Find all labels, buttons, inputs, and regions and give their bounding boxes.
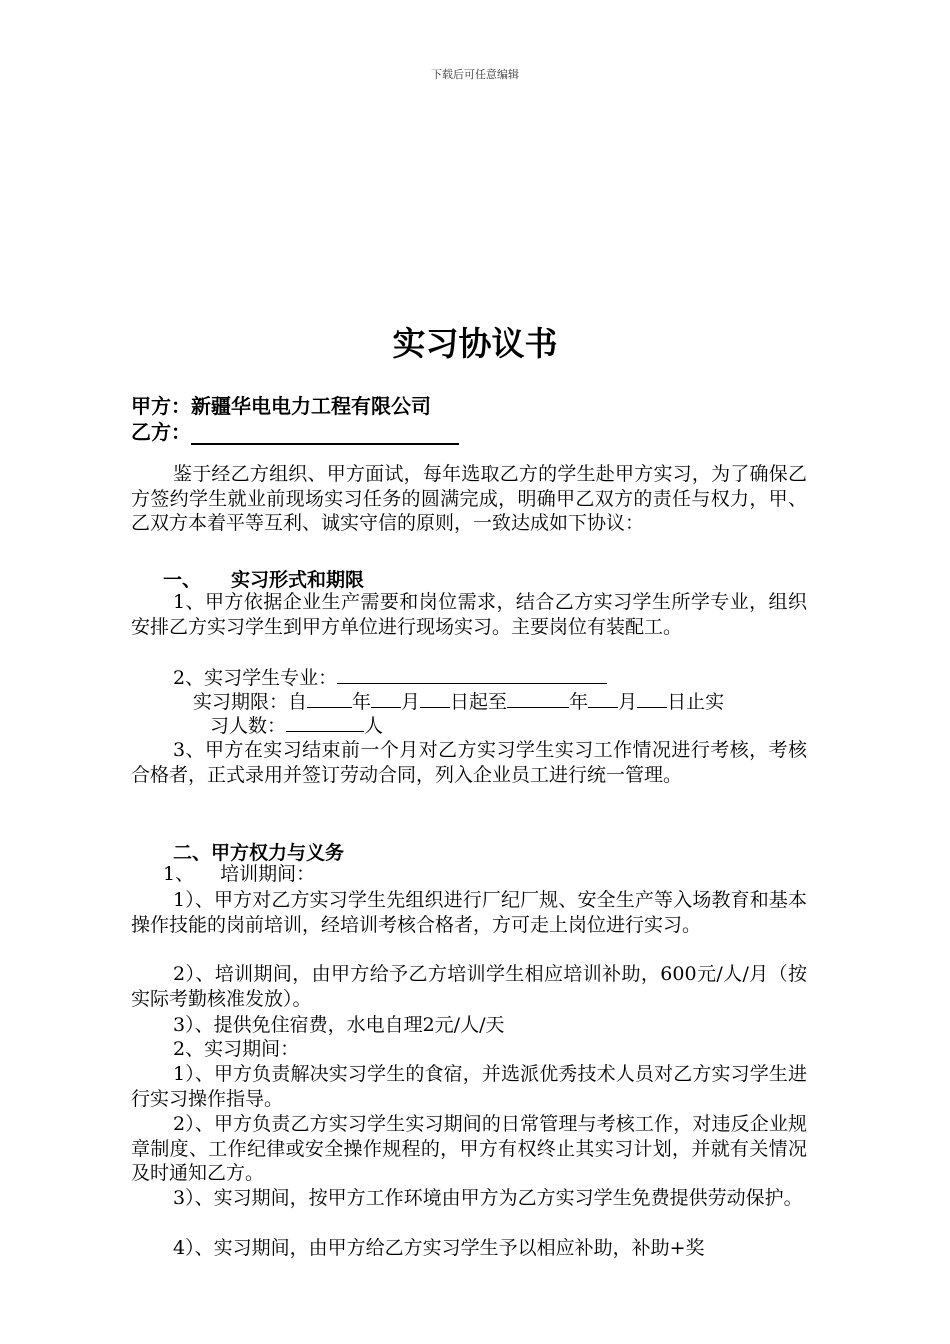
period-label: 实习期限：自 [193, 691, 308, 713]
party-b-blank [191, 423, 459, 445]
blank [637, 689, 667, 708]
section2-heading: 二、甲方权力与义务 [173, 842, 345, 864]
training-item-3: 3）、提供免住宿费，水电自理2元/人/天 [173, 1014, 505, 1036]
section1-heading [163, 565, 364, 592]
intern-item-3: 3）、实习期间，按甲方工作环境由甲方为乙方实习学生免费提供劳动保护。 [173, 1187, 803, 1209]
count-line [210, 713, 383, 739]
year-label: 年 [569, 691, 589, 713]
month-label: 月 [618, 691, 638, 713]
blank [307, 689, 352, 708]
blank [371, 689, 401, 708]
blank [420, 689, 450, 708]
section1-title: 实习形式和期限 [231, 569, 365, 591]
section1-item1: 1、甲方依据企业生产需要和岗位需求，结合乙方实习学生所学专业，组织安排乙方实习学生到甲方单位进行现场实习。主要岗位有装配工。 [131, 591, 807, 638]
section1-item2 [173, 665, 607, 691]
header-note: 下载后可任意编辑 [431, 68, 519, 81]
intern-heading: 2、实习期间： [173, 1038, 300, 1060]
section1-item3: 3、甲方在实习结束前一个月对乙方实习学生实习工作情况进行考核，考核合格者，正式录用并签订劳动合同，列入企业员工进行统一管理。 [131, 739, 807, 786]
count-label: 习人数： [210, 715, 287, 737]
day-from-label: 日起至 [450, 691, 508, 713]
party-b [131, 416, 459, 445]
training-item-2: 2）、培训期间，由甲方给予乙方培训学生相应培训补助，600元/人/月（按实际考勤核准发放）。 [131, 963, 807, 1010]
section1-num: 一、 [163, 569, 202, 591]
year-label: 年 [352, 691, 372, 713]
day-to-label: 日止实 [667, 691, 725, 713]
major-blank [337, 665, 607, 684]
blank [588, 689, 618, 708]
party-b-label: 乙方： [131, 420, 191, 444]
person-label: 人 [364, 715, 384, 737]
intern-item-1: 1）、甲方负责解决实习学生的食宿，并选派优秀技术人员对乙方实习学生进行实习操作指导。 [131, 1063, 807, 1110]
training-label: 培训期间： [220, 863, 316, 885]
training-num: 1、 [163, 863, 195, 885]
count-blank [286, 713, 364, 732]
intern-item-4: 4）、实习期间，由甲方给乙方实习学生予以相应补助，补助+奖 [173, 1237, 705, 1259]
blank [507, 689, 569, 708]
month-label: 月 [401, 691, 421, 713]
training-heading [163, 862, 315, 887]
training-item-1: 1）、甲方对乙方实习学生先组织进行厂纪厂规、安全生产等入场教育和基本操作技能的岗前培训，经培训考核合格者，方可走上岗位进行实习。 [131, 889, 807, 936]
intro-paragraph: 鉴于经乙方组织、甲方面试，每年选取乙方的学生赴甲方实习，为了确保乙方签约学生就业前现场实习任务的圆满完成，明确甲乙双方的责任与权力，甲、乙双方本着平等互利、诚实守信的原则，一致达成如下协议： [131, 463, 807, 534]
intern-item-2: 2）、甲方负责乙方实习学生实习期间的日常管理与考核工作，对违反企业规章制度、工作纪律或安全操作规程的，甲方有权终止其实习计划，并就有关情况及时通知乙方。 [131, 1113, 807, 1184]
major-label: 2、实习学生专业： [173, 667, 338, 689]
period-line [193, 689, 724, 715]
page-title: 实习协议书 [392, 324, 558, 363]
party-a: 甲方：新疆华电电力工程有限公司 [131, 394, 431, 418]
